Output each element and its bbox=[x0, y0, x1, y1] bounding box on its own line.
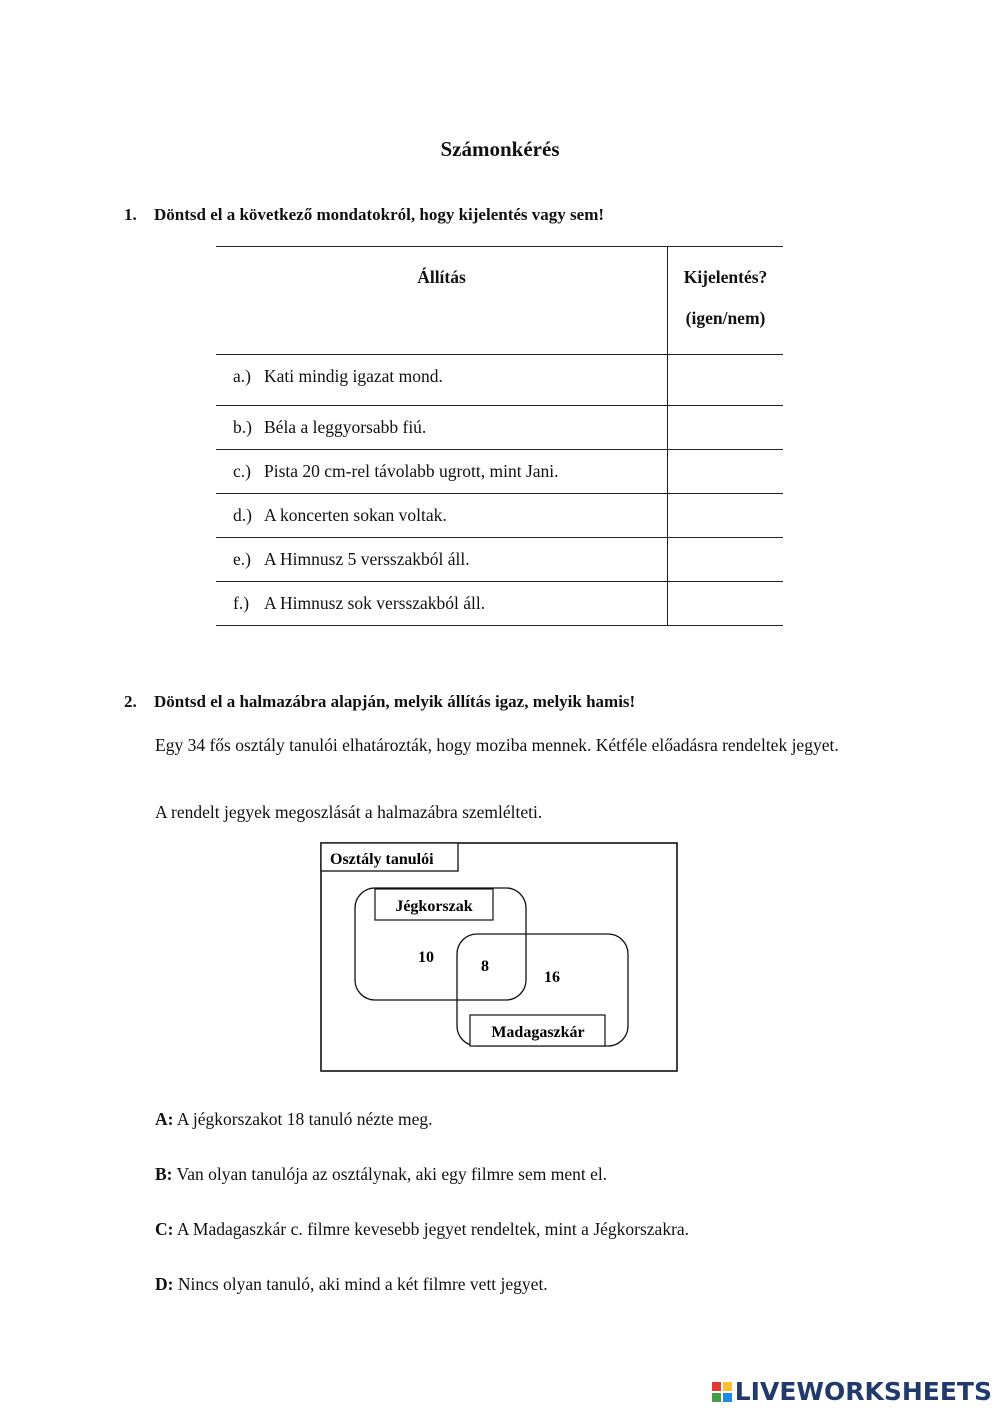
option-text: A jégkorszakot 18 tanuló nézte meg. bbox=[173, 1109, 433, 1129]
option-text: Van olyan tanulója az osztálynak, aki egy filmre sem ment el. bbox=[172, 1164, 608, 1184]
table-row bbox=[216, 450, 783, 494]
option-d bbox=[155, 1274, 548, 1295]
option-a bbox=[155, 1109, 433, 1130]
option-letter: B: bbox=[155, 1164, 173, 1184]
logo-block-green bbox=[712, 1393, 721, 1402]
header-statement-cell bbox=[216, 247, 668, 355]
statement-cell bbox=[216, 450, 668, 494]
set-b-label: Madagaszkár bbox=[491, 1024, 585, 1041]
table-row bbox=[216, 582, 783, 626]
row-label: a.) bbox=[233, 366, 251, 386]
liveworksheets-logo bbox=[712, 1377, 992, 1406]
logo-block-red bbox=[712, 1382, 721, 1391]
row-statement: Pista 20 cm-rel távolabb ugrott, mint Jani. bbox=[264, 461, 559, 481]
question-2-intro-2: A rendelt jegyek megoszlását a halmazábra szemlélteti. bbox=[155, 802, 543, 822]
row-statement: A Himnusz 5 versszakból áll. bbox=[264, 549, 470, 569]
page-title: Számonkérés bbox=[440, 137, 560, 161]
table-row bbox=[216, 538, 783, 582]
logo-block-blue bbox=[723, 1393, 732, 1402]
row-statement: Kati mindig igazat mond. bbox=[264, 366, 443, 386]
set-a-label: Jégkorszak bbox=[395, 898, 473, 915]
answer-cell[interactable] bbox=[668, 582, 784, 626]
table-row bbox=[216, 494, 783, 538]
question-2-number: 2. bbox=[124, 692, 137, 711]
question-2-heading bbox=[124, 692, 635, 712]
statement-cell bbox=[216, 582, 668, 626]
table-row bbox=[216, 355, 783, 406]
row-statement: A Himnusz sok versszakból áll. bbox=[264, 593, 486, 613]
option-letter: A: bbox=[155, 1109, 174, 1129]
row-statement: Béla a leggyorsabb fiú. bbox=[264, 417, 427, 437]
row-label: c.) bbox=[233, 461, 251, 481]
row-statement: A koncerten sokan voltak. bbox=[264, 505, 447, 525]
question-2-intro: Egy 34 fős osztály tanulói elhatározták, hogy moziba mennek. Kétféle előadásra rendeltek jegyet. bbox=[155, 735, 839, 755]
header-answer-line2: (igen/nem) bbox=[685, 308, 766, 328]
table-header-row bbox=[216, 247, 783, 355]
row-label: f.) bbox=[233, 593, 250, 613]
only-a-count: 10 bbox=[418, 949, 434, 966]
question-1-text: Döntsd el a következő mondatokról, hogy kijelentés vagy sem! bbox=[154, 205, 605, 224]
option-letter: D: bbox=[155, 1274, 174, 1294]
option-c bbox=[155, 1219, 689, 1240]
row-label: b.) bbox=[233, 417, 252, 437]
statement-cell bbox=[216, 494, 668, 538]
header-answer-cell bbox=[668, 247, 784, 355]
header-answer-line1: Kijelentés? bbox=[683, 267, 768, 287]
universe-label: Osztály tanulói bbox=[330, 851, 434, 868]
row-label: d.) bbox=[233, 505, 252, 525]
header-statement: Állítás bbox=[417, 267, 466, 287]
statement-cell bbox=[216, 406, 668, 450]
statement-table bbox=[216, 246, 783, 626]
logo-text: LIVEWORKSHEETS bbox=[734, 1377, 992, 1406]
venn-diagram bbox=[320, 842, 678, 1072]
table-row bbox=[216, 406, 783, 450]
logo-blocks-icon bbox=[712, 1382, 732, 1402]
answer-cell[interactable] bbox=[668, 450, 784, 494]
only-b-count: 16 bbox=[544, 969, 560, 986]
question-2-text: Döntsd el a halmazábra alapján, melyik állítás igaz, melyik hamis! bbox=[154, 692, 636, 711]
answer-cell[interactable] bbox=[668, 494, 784, 538]
answer-cell[interactable] bbox=[668, 538, 784, 582]
question-1-number: 1. bbox=[124, 205, 137, 224]
option-text: Nincs olyan tanuló, aki mind a két filmre vett jegyet. bbox=[173, 1274, 548, 1294]
answer-cell[interactable] bbox=[668, 355, 784, 406]
logo-block-yellow bbox=[723, 1382, 732, 1391]
answer-cell[interactable] bbox=[668, 406, 784, 450]
row-label: e.) bbox=[233, 549, 251, 569]
option-b bbox=[155, 1164, 607, 1185]
statement-cell bbox=[216, 355, 668, 406]
statement-cell bbox=[216, 538, 668, 582]
option-text: A Madagaszkár c. filmre kevesebb jegyet rendeltek, mint a Jégkorszakra. bbox=[173, 1219, 690, 1239]
question-1-heading bbox=[124, 205, 604, 225]
option-letter: C: bbox=[155, 1219, 174, 1239]
both-count: 8 bbox=[481, 958, 489, 975]
